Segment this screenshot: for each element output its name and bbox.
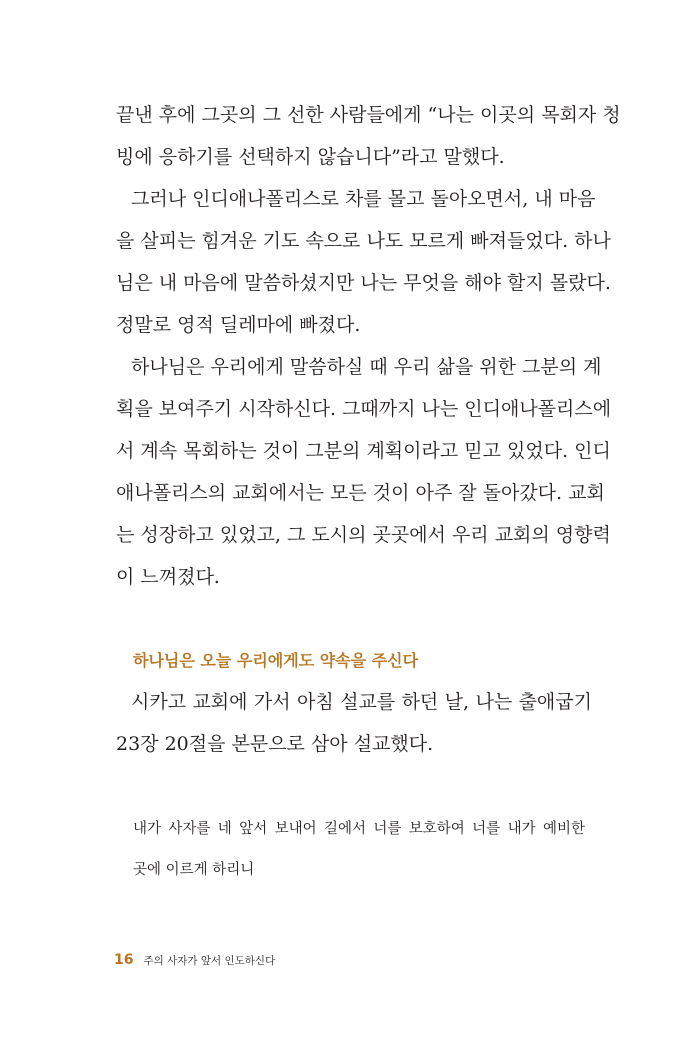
body-line: 서 계속 목회하는 것이 그분의 계획이라고 믿고 있었다. 인디 [116,440,611,462]
section-line: 시카고 교회에 가서 아침 설교를 하던 날, 나는 출애굽기 [131,691,592,713]
body-line: 하나님은 우리에게 말씀하실 때 우리 삶을 위한 그분의 계 [131,356,602,378]
body-line: 획을 보여주기 시작하신다. 그때까지 나는 인디애나폴리스에 [116,398,612,420]
body-line: 끝낸 후에 그곳의 그 선한 사람들에게 “나는 이곳의 목회자 청 [116,104,621,126]
body-line: 애나폴리스의 교회에서는 모든 것이 아주 잘 돌아갔다. 교회 [116,482,605,504]
body-line: 빙에 응하기를 선택하지 않습니다”라고 말했다. [116,146,505,168]
body-line: 그러나 인디애나폴리스로 차를 몰고 돌아오면서, 내 마음 [131,188,596,210]
section-heading: 하나님은 오늘 우리에게도 약속을 주신다 [133,651,419,670]
scripture-line: 내가 사자를 네 앞서 보내어 길에서 너를 보호하여 너를 내가 예비한 [133,821,585,837]
body-line: 을 살피는 힘겨운 기도 속으로 나도 모르게 빠져들었다. 하나 [116,230,611,252]
body-line: 님은 내 마음에 말씀하셨지만 나는 무엇을 해야 할지 몰랐다. [116,272,611,294]
body-line: 정말로 영적 딜레마에 빠졌다. [116,314,361,336]
page-footer [114,952,275,968]
page-number: 16 [114,952,134,968]
running-title: 주의 사자가 앞서 인도하신다 [143,955,276,967]
scripture-line: 곳에 이르게 하리니 [133,862,255,878]
section-line: 23장 20절을 본문으로 삼아 설교했다. [116,733,434,755]
body-line: 는 성장하고 있었고, 그 도시의 곳곳에서 우리 교회의 영향력 [116,524,611,546]
body-line: 이 느껴졌다. [116,566,220,588]
